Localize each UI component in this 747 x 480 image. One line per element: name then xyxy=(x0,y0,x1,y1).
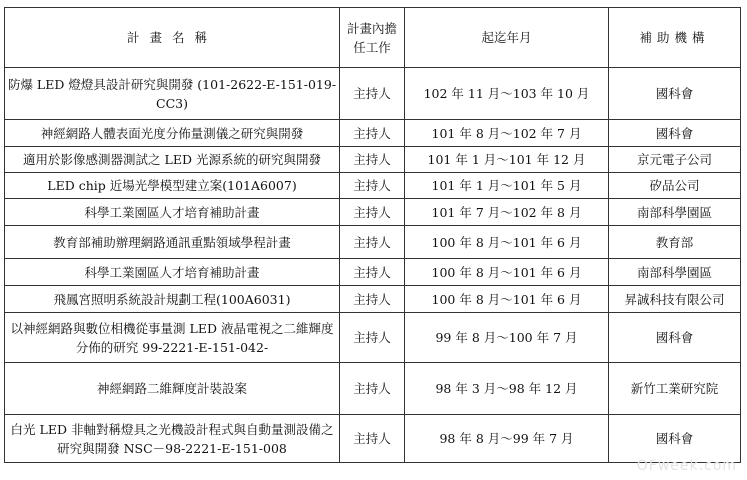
role-cell: 主持人 xyxy=(340,199,405,226)
project-name-cell: 科學工業園區人才培育補助計畫 xyxy=(5,259,340,286)
period-cell: 101 年 8 月～102 年 7 月 xyxy=(405,120,609,147)
agency-cell: 昇誠科技有限公司 xyxy=(609,286,741,313)
table-row xyxy=(5,173,741,199)
period-cell: 102 年 11 月～103 年 10 月 xyxy=(405,68,609,120)
role-cell: 主持人 xyxy=(340,363,405,415)
role-cell: 主持人 xyxy=(340,226,405,259)
agency-cell: 國科會 xyxy=(609,415,741,463)
period-cell: 98 年 8 月～99 年 7 月 xyxy=(405,415,609,463)
table-header-row xyxy=(5,8,741,68)
header-agency: 補助機構 xyxy=(609,8,741,68)
agency-cell: 京元電子公司 xyxy=(609,147,741,173)
role-cell: 主持人 xyxy=(340,415,405,463)
project-name-cell: 科學工業園區人才培育補助計畫 xyxy=(5,199,340,226)
header-period: 起迄年月 xyxy=(405,8,609,68)
watermark: OFweek.com xyxy=(636,458,737,474)
project-name-cell: 防爆 LED 燈燈具設計研究與開發 (101-2622-E-151-019-CC3) xyxy=(5,68,340,120)
role-cell: 主持人 xyxy=(340,286,405,313)
project-name-cell: 白光 LED 非軸對稱燈具之光機設計程式與自動量測設備之研究與開發 NSC－98-2221-E-151-008 xyxy=(5,415,340,463)
project-table xyxy=(4,7,741,463)
project-name-cell: 神經網路二維輝度計裝設案 xyxy=(5,363,340,415)
role-cell: 主持人 xyxy=(340,68,405,120)
project-name-cell: 神經網路人體表面光度分佈量測儀之研究與開發 xyxy=(5,120,340,147)
agency-cell: 南部科學園區 xyxy=(609,199,741,226)
period-cell: 100 年 8 月～101 年 6 月 xyxy=(405,286,609,313)
table-row xyxy=(5,68,741,120)
header-project-name: 計畫名稱 xyxy=(5,8,340,68)
role-cell: 主持人 xyxy=(340,173,405,199)
header-role: 計畫內擔任工作 xyxy=(340,8,405,68)
project-name-cell: 教育部補助辦理網路通訊重點領域學程計畫 xyxy=(5,226,340,259)
period-cell: 101 年 1 月～101 年 12 月 xyxy=(405,147,609,173)
agency-cell: 南部科學園區 xyxy=(609,259,741,286)
table-row xyxy=(5,120,741,147)
role-cell: 主持人 xyxy=(340,120,405,147)
period-cell: 99 年 8 月～100 年 7 月 xyxy=(405,313,609,363)
period-cell: 101 年 1 月～101 年 5 月 xyxy=(405,173,609,199)
period-cell: 100 年 8 月～101 年 6 月 xyxy=(405,259,609,286)
agency-cell: 國科會 xyxy=(609,313,741,363)
period-cell: 98 年 3 月～98 年 12 月 xyxy=(405,363,609,415)
agency-cell: 國科會 xyxy=(609,68,741,120)
project-name-cell: 以神經網路與數位相機從事量測 LED 液晶電視之二維輝度分佈的研究 99-2221-E-151-042- xyxy=(5,313,340,363)
table-row xyxy=(5,363,741,415)
agency-cell: 教育部 xyxy=(609,226,741,259)
table-row xyxy=(5,199,741,226)
project-name-cell: LED chip 近場光學模型建立案(101A6007) xyxy=(5,173,340,199)
table-row xyxy=(5,259,741,286)
table-row xyxy=(5,286,741,313)
agency-cell: 國科會 xyxy=(609,120,741,147)
table-row xyxy=(5,415,741,463)
table-row xyxy=(5,313,741,363)
table-row xyxy=(5,226,741,259)
agency-cell: 矽品公司 xyxy=(609,173,741,199)
table-row xyxy=(5,147,741,173)
project-name-cell: 適用於影像感測器測試之 LED 光源系統的研究與開發 xyxy=(5,147,340,173)
project-name-cell: 飛鳳宮照明系統設計規劃工程(100A6031) xyxy=(5,286,340,313)
period-cell: 100 年 8 月～101 年 6 月 xyxy=(405,226,609,259)
period-cell: 101 年 7 月～102 年 8 月 xyxy=(405,199,609,226)
role-cell: 主持人 xyxy=(340,313,405,363)
role-cell: 主持人 xyxy=(340,147,405,173)
agency-cell: 新竹工業研究院 xyxy=(609,363,741,415)
role-cell: 主持人 xyxy=(340,259,405,286)
